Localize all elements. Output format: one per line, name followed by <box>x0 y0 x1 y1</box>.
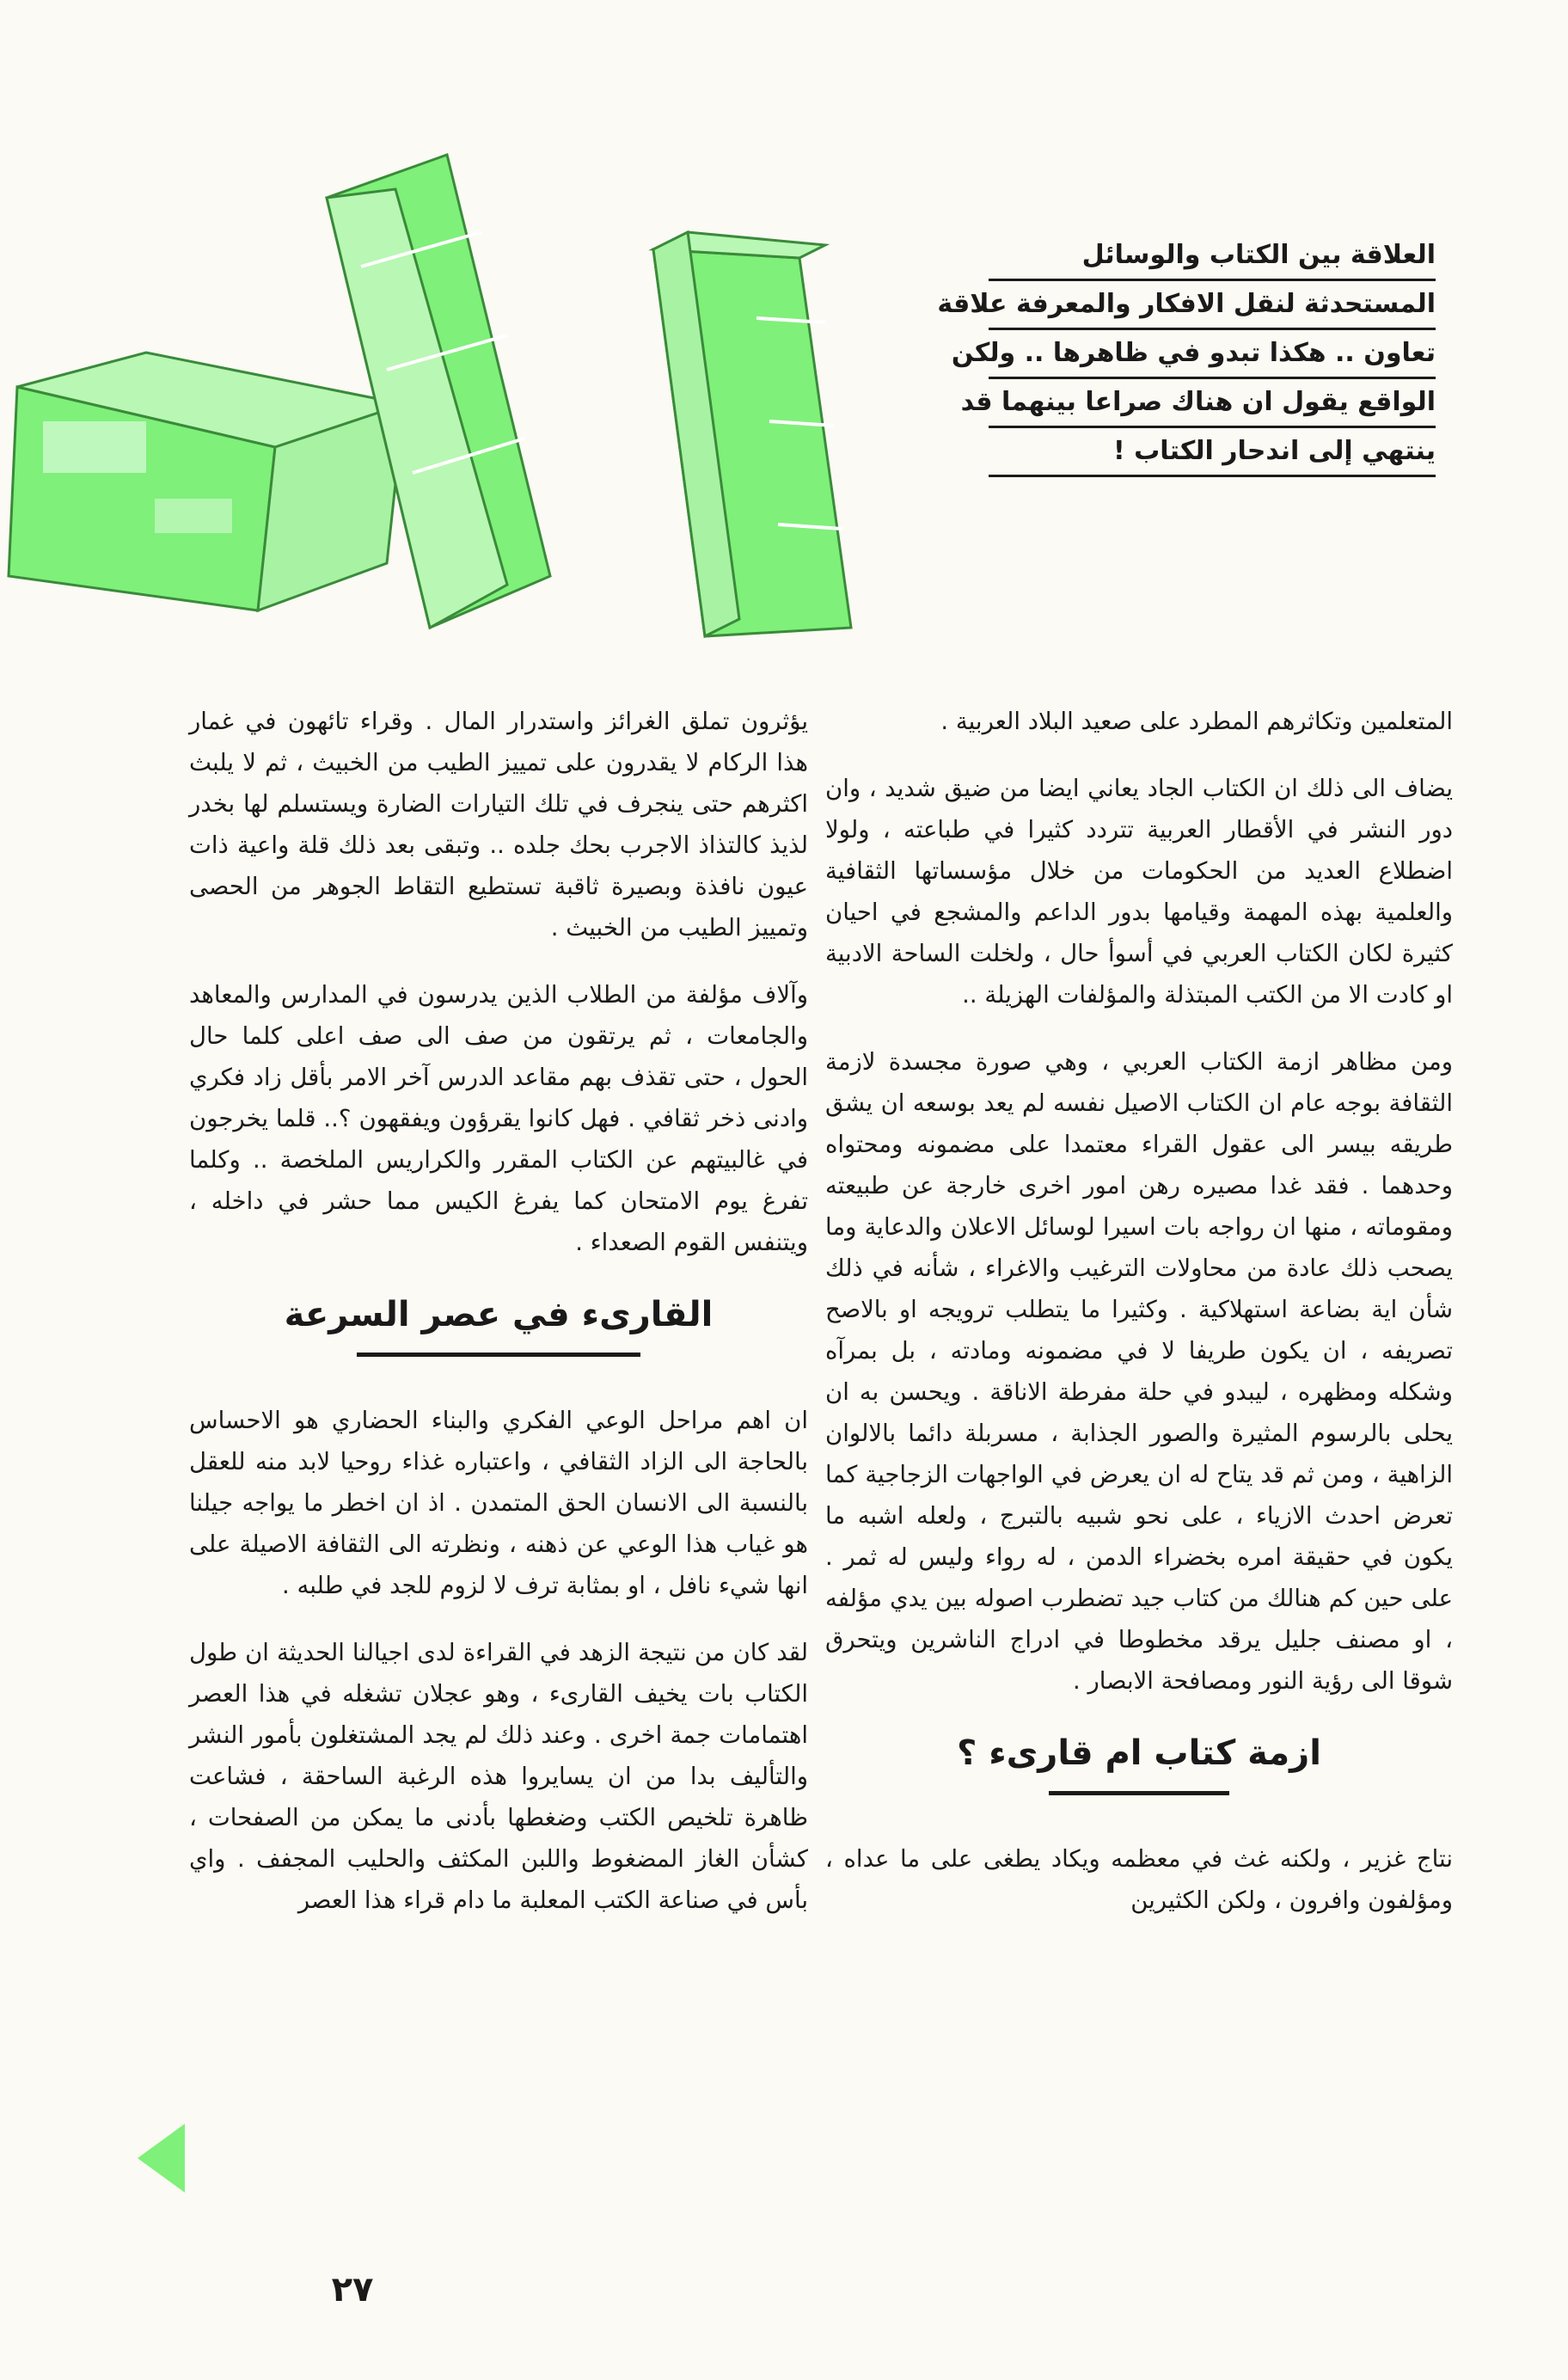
books-illustration <box>0 95 877 679</box>
paragraph: المتعلمين وتكاثرهم المطرد على صعيد البلاد العربية . <box>940 708 1453 735</box>
intro-line: العلاقة بين الكتاب والوسائل <box>989 232 1436 281</box>
page-number: ٢٧ <box>331 2270 374 2309</box>
paragraph: وآلاف مؤلفة من الطلاب الذين يدرسون في المدارس والمعاهد والجامعات ، ثم يرتقون من صف الى صف اعلى كلما حال الحول ، حتى تقذف بهم مقاعد الدرس آخر الامر بأقل زاد فكري وادنى ذخر ثقافي . فهل كانوا يقرؤون ويفقهون ؟.. قلما يخرجون في غالبيتهم عن الكتاب المقرر والكراريس الملخصة .. وكلما تفرغ يوم الامتحان كما يفرغ الكيس مما حشر في داخله ، ويتنفس القوم الصعداء . <box>189 981 808 1256</box>
intro-line: المستحدثة لنقل الافكار والمعرفة علاقة <box>989 281 1436 330</box>
paragraph: نتاج غزير ، ولكنه غث في معظمه ويكاد يطغى على ما عداه ، ومؤلفون وافرون ، ولكن الكثيرين <box>825 1845 1453 1914</box>
paragraph: ومن مظاهر ازمة الكتاب العربي ، وهي صورة مجسدة لازمة الثقافة بوجه عام ان الكتاب الاصيل نفسه لم يعد بوسعه ان يشق طريقه بيسر الى عقول القراء معتمدا على مضمونه ومحتواه وحدهما . فقد غدا مصيره رهن امور اخرى خارجة عن طبيعته ومقوماته ، منها ان رواجه بات اسيرا لوسائل الاعلان والدعاية وما يصحب ذلك عادة من محاولات الترغيب والاغراء ، شأنه في ذلك شأن اية بضاعة استهلاكية . وكثيرا ما يتطلب ترويجه او بالاصح تصريفه ، ان يكون طريفا لا في مضمونه ومادته ، بل بمرآه وشكله ومظهره ، ليبدو في حلة مفرطة الاناقة . ويحسن به ان يحلى بالرسوم المثيرة والصور الجذابة ، مسربلة دائما بالالوان الزاهية ، ومن ثم قد يتاح له ان يعرض في الواجهات الزجاجية كما تعرض احدث الازياء ، على نحو شبيه بالتبرج ، ولعله اشبه ما يكون في حقيقة امره بخضراء الدمن ، له رواء وليس له ثمر . على حين كم هنالك من كتاب جيد تضطرب اصوله بين يدي مؤلفه ، او مصنف جليل يرقد مخطوطا في ادراج الناشرين ويتحرق شوقا الى رؤية النور ومصافحة الابصار . <box>825 1048 1453 1695</box>
heading-underline <box>1049 1791 1229 1795</box>
section-heading: القارىء في عصر السرعة <box>284 1295 714 1334</box>
standing-book <box>653 232 851 636</box>
section-heading: ازمة كتاب ام قارىء ؟ <box>957 1733 1321 1773</box>
intro-line: تعاون .. هكذا تبدو في ظاهرها .. ولكن <box>989 330 1436 379</box>
intro-line: الواقع يقول ان هناك صراعا بينهما قد <box>989 379 1436 428</box>
paragraph: يؤثرون تملق الغرائز واستدرار المال . وقراء تائهون في غمار هذا الركام لا يقدرون على تمييز الطيب من الخبيث ، ثم لا يلبث اكثرهم حتى ينجرف في تلك التيارات الضارة ويستسلم لها بخدر لذيذ كالتذاذ الاجرب بحك جلده .. وتبقى بعد ذلك قلة واعية ذات عيون نافذة وبصيرة ثاقبة تستطيع التقاط الجوهر من الحصى وتمييز الطيب من الخبيث . <box>189 708 808 942</box>
paragraph: ان اهم مراحل الوعي الفكري والبناء الحضاري هو الاحساس بالحاجة الى الزاد الثقافي ، واعتباره غذاء روحيا لابد منه للعقل بالنسبة الى الانسان الحق المتمدن . اذ ان اخطر ما يواجه جيلنا هو غياب هذا الوعي عن ذهنه ، ونظرته الى الثقافة الاصيلة على انها شيء نافل ، او بمثابة ترف لا لزوم للجد في طلبه . <box>189 1407 808 1599</box>
paragraph: يضاف الى ذلك ان الكتاب الجاد يعاني ايضا من ضيق شديد ، وان دور النشر في الأقطار العربية تتردد كثيرا في طباعته ، ولولا اضطلاع العديد من الحكومات من خلال مؤسساتها الثقافية والعلمية بهذه المهمة وقيامها بدور الداعم والمشجع في احيان كثيرة لكان الكتاب العربي في أسوأ حال ، ولخلت الساحة الادبية او كادت الا من الكتب المبتذلة والمؤلفات الهزيلة .. <box>825 775 1453 1009</box>
article-intro <box>937 232 1436 477</box>
right-column <box>825 701 1453 1947</box>
intro-line: ينتهي إلى اندحار الكتاب ! <box>989 428 1436 477</box>
continue-arrow-icon <box>138 2124 185 2193</box>
left-column <box>189 701 808 1947</box>
paragraph: لقد كان من نتيجة الزهد في القراءة لدى اجيالنا الحديثة ان طول الكتاب بات يخيف القارىء ، وهو عجلان تشغله في هذا العصر اهتمامات جمة اخرى . وعند ذلك لم يجد المشتغلون بأمور النشر والتأليف بدا من ان يسايروا هذه الرغبة الساحقة ، فشاعت ظاهرة تلخيص الكتب وضغطها بأدنى ما يمكن من الصفحات ، كشأن الغاز المضغوط واللبن المكثف والحليب المجفف . واي بأس في صناعة الكتب المعلبة ما دام قراء هذا العصر <box>189 1639 808 1914</box>
lying-book <box>9 353 404 610</box>
heading-underline <box>357 1353 640 1357</box>
